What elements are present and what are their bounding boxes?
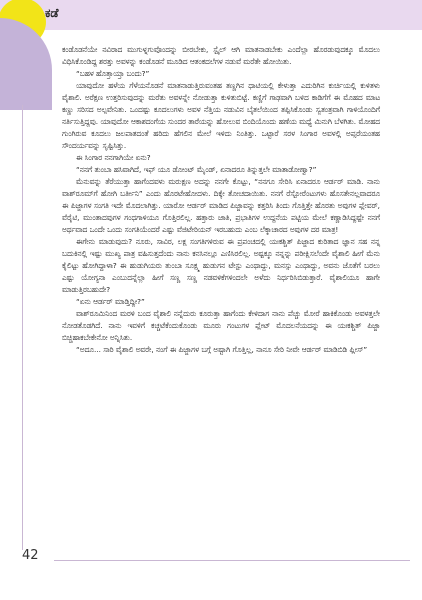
paragraph: ಕಂಡೊಡನೆಯೇ ನವಿರಾದ ಮುಗುಳ್ನಗುವೊಂದನ್ನು ಬೀರಬೇಕು, ಸ್ಟೈಲ್ ಆಗಿ ಮಾತನಾಡಬೇಕು ಎಂದೆಲ್ಲಾ ಹೊರಡುವುದಕ್ಕೂ ಮೊದಲು ವಿಧಿಸಿಕೊಂಡಿದ್ದ ಶರತ್ತು ಅವಳನ್ನು ಕಂಡೊಡನೆ ಮೂಡಿದ ಆತಂಕದಲೆಗಳ ನಡುವೆ ಮರೆತೇ ಹೋಯಿತು. bbox=[62, 45, 380, 66]
body-text bbox=[62, 44, 380, 356]
bottom-divider bbox=[54, 560, 410, 561]
paragraph: “ಏನು ಆರ್ಡರ್ ಮಾಡ್ತಿದ್ದೀ?” bbox=[76, 297, 145, 306]
paragraph: ಈ ಸಿಂಗಾರ ನನಗಾಗಿಯೇ ಏನು? bbox=[76, 153, 151, 162]
lavender-shape-decoration bbox=[0, 18, 52, 110]
section-title: ಕಡೆ bbox=[45, 6, 59, 20]
paragraph: ಈಗೇನು ಮಾಡುವುದು? ನೂರು, ಸಾವಿರ, ಲಕ್ಷ ಸಂಗತಿಗಳಿರುವ ಈ ಪ್ರಪಂಚದಲ್ಲಿ ಯಃಕಶ್ಚಿತ್ ಪಿಜ್ಜಾದ ಕುರಿತಾದ ಜ್ಞಾನ ಸಹ ನನ್ನ ಬದುಕಿನಲ್ಲಿ ಇಷ್ಟು ಮುಖ್ಯ ಪಾತ್ರ ವಹಿಸುತ್ತದೆಂದು ನಾನು ಕನಸಿನಲ್ಲೂ ಎಣಿಸಿರಲಿಲ್ಲ. ಅಷ್ಟಕ್ಕೂ ನನ್ನನ್ನು ಪರೀಕ್ಷಿಸಲೆಂದೇ ವೈಶಾಲಿ ಹೀಗೆ ಮೆನು ಕೈಲಿಟ್ಟು ಹೋಗಿದ್ದಾಳಾ? ಈ ಹುಡುಗಿಯರು ತುಂಬಾ ಸೂಕ್ಷ್ಮ ಹುಡುಗನ ಟೇಸ್ಟು ಎಂಥಾದ್ದು, ಮನಸ್ಸು ಎಂಥಾದ್ದು, ಅವನು ಜೊತೆಗೆ ಬರಲು ಎಷ್ಟು ಯೋಗ್ಯನಾ ಎಂಬುದನ್ನೆಲ್ಲಾ ಹೀಗೆ ಸಣ್ಣ ಸಣ್ಣ ನಡವಳಿಕೆಗಳಿಂದಲೇ ಅಳೆದು ನಿರ್ಧರಿಸಿಬಿಡುತ್ತಾರೆ. ವೈಶಾಲಿಯೂ ಹಾಗೇ ಮಾಡುತ್ತಿರಬಹುದೇ? bbox=[62, 237, 380, 294]
page-number: 42 bbox=[22, 548, 39, 563]
paragraph: “ಅದೂ... ಸಾರಿ ವೈಶಾಲಿ ಅವರೇ, ನಂಗೆ ಈ ಪಿಜ್ಜಾಗಳ ಬಗ್ಗೆ ಅಷ್ಟಾಗಿ ಗೊತ್ತಿಲ್ಲ, ನಾನೂ ಸೇರಿ ನೀವೇ ಆರ್ಡರ್ ಮಾಡಿಬಿಡಿ ಪ್ಲೀಸ್” bbox=[76, 345, 368, 354]
left-margin-rule bbox=[22, 105, 23, 550]
paragraph: “ನನಗೆ ತುಂಬಾ ಹಸಿವಾಗಿದೆ, ಇಫ್ ಯೂ ಡೋಂಟ್ ಮೈಂಡ್, ಏನಾದರೂ ತಿನ್ನುತ್ತಲೇ ಮಾತಾಡೋಣ್ವಾ?” bbox=[76, 165, 317, 174]
paragraph: ಯಾವುದೋ ಹಳೆಯ ಗೆಳೆಯನೊಡನೆ ಮಾತನಾಡುತ್ತಿರುವಂತಹ ತಣ್ಣಗಿನ ಧಾಟಿಯಲ್ಲಿ ಕೇಳುತ್ತಾ ಎದುರಿಗಿನ ಕುರ್ಚಿಯಲ್ಲಿ ಕುಳಿತಳು ವೈಶಾಲಿ. ಅರೆಕ್ಷಣ ಉತ್ತರಿಸುವುದನ್ನು ಮರೆತು ಅವಳನ್ನೇ ನೋಡುತ್ತಾ ಕುಳಿತುಬಿಟ್ಟೆ. ಕಣ್ಣಿಗೆ ಗಾಢವಾಗಿ ಬಳಿದ ಕಾಡಿಗೆಗೆ ಈ ಮೊಹದ ಮಾಟ ಕಣ್ಣು ಸರಿಸದ ಅಲ್ಪವೇನಿತು. ಒಂದಷ್ಟು ಕೂದಲುಗಳು ಅವಳ ನೆತ್ತಿಯ ನಡುವಿನ ಬೈತಲೆಯಿಂದ ತಪ್ಪಿಸಿಕೊಂಡು ಸ್ವತಂತ್ರವಾಗಿ ಗಾಳಿಯೊಂದಿಗೆ ನರ್ತಿಸುತ್ತಿದ್ದವು. ಯಾವುದೋ ಆಕಾಶದಂಗೆಯ ಸುಂದರ ತಾರೆಯನ್ನು ಹೋಲುವ ಬಿಂದಿಯೊಂದು ಹಣೆಯ ಮಧ್ಯೆ ಮಿನುಗಿ ಬೆಳಗಿತು. ಮೋಹದ ಗುಂಗಿರುವ ಕೂದಲು ಜಲಪಾತದಂತೆ ಹರಿದು ಹೆಗಲಿನ ಮೇಲೆ ಇಳಿದು ನಿಂತಿತ್ತು. ಒಟ್ಟಾರೆ ಸರಳ ಸಿಂಗಾರ ಅವಳಲ್ಲಿ ಅಪ್ಸರೆಯಂತಹ ಸೌಂದರ್ಯವನ್ನು ಸೃಷ್ಟಿಸಿತ್ತು. bbox=[62, 81, 380, 150]
paragraph: “ಬಹಳ ಹೊತ್ತಾಯ್ತಾ ಬಂದು?” bbox=[76, 69, 150, 78]
paragraph: ಮೆನುವನ್ನು ತೆರೆಯುತ್ತಾ ಹಾಗೆಂದವಳು ಮರುಕ್ಷಣ ಅದನ್ನು ನನಗೇ ಕೊಟ್ಟು, “ನನಗೂ ಸೇರಿಸಿ ಏನಾದರೂ ಆರ್ಡರ್ ಮಾಡಿ. ನಾನು ವಾಶ್‌ರೂಮ್‌ಗೆ ಹೋಗಿ ಬರ್ತೀನಿ” ಎಂದು ಹೊರಟೇಹೋದಳು. ದಿಕ್ಕೇ ತೋಚದಾಯಿತು. ನನಗೆ ರೆಸ್ಟೋರೆಂಟುಗಳು ಹೊಸತೇನಲ್ಲವಾದರೂ ಈ ಪಿಜ್ಜಾಗಳ ಸಂಗತಿ ಇದೇ ಮೊದಲಾಗಿತ್ತು. ಯಾರೋ ಆರ್ಡರ್ ಮಾಡಿದ ಪಿಜ್ಜಾವನ್ನು ಕತ್ತರಿಸಿ ತಿಂದು ಗೊತ್ತಿತ್ತೇ ಹೊರತು ಅವುಗಳ ಪ್ಲೇವರ್, ವೆರೈಟಿ, ಮುಂತಾದವುಗಳ ಗಂಧಗಾಳಿಯೂ ಗೊತ್ತಿರಲಿಲ್ಲ. ಹತ್ತಾರು ಜಾತಿ, ಪ್ರಭಾತಿಗಳ ಉದ್ದನೆಯ ಪಟ್ಟಿಯ ಮೇಲೆ ಕಣ್ಣಾಡಿಸಿದ್ದಷ್ಟೇ ನನಗೆ ಅರ್ಥವಾದ ಒಂದೇ ಒಂದು ಸಂಗತಿಯೆಂದರೆ ಎಷ್ಟು ವೆಜಿಟೇರಿಯನ್ ಇರಬಹುದು ಎಂಬ ಲೆಕ್ಕಾಚಾರದ ಅವುಗಳ ದರ ಮಾತ್ರ! bbox=[62, 177, 380, 234]
paragraph: ವಾಶ್‌ರೂಮಿನಿಂದ ಮರಳಿ ಬಂದ ವೈಶಾಲಿ ನನ್ನೆದುರು ಕೂರುತ್ತಾ ಹಾಗೆಂದು ಕೇಳಿದಾಗ ನಾನು ಪೆಚ್ಚು ಮೋರೆ ಹಾಕಿಕೊಂಡು ಅವಳತ್ತಲೇ ನೋಡತೊಡಗಿದೆ. ನಾನು ಇವಳಿಗೆ ಕಚ್ಚಟೆಕೆಂದುಕೊಂಡು ಮೂರು ಗಂಟುಗಳ ಪ್ಲೇಟ್ ಮೊದಲನೆಯದನ್ನು ಈ ಯಃಕಶ್ಚಿತ್ ಪಿಜ್ಜಾ ಬಿಚ್ಚಿಹಾಕಬೇಕೇನೋ ಅನ್ನಿಸಿತು. bbox=[62, 309, 380, 342]
